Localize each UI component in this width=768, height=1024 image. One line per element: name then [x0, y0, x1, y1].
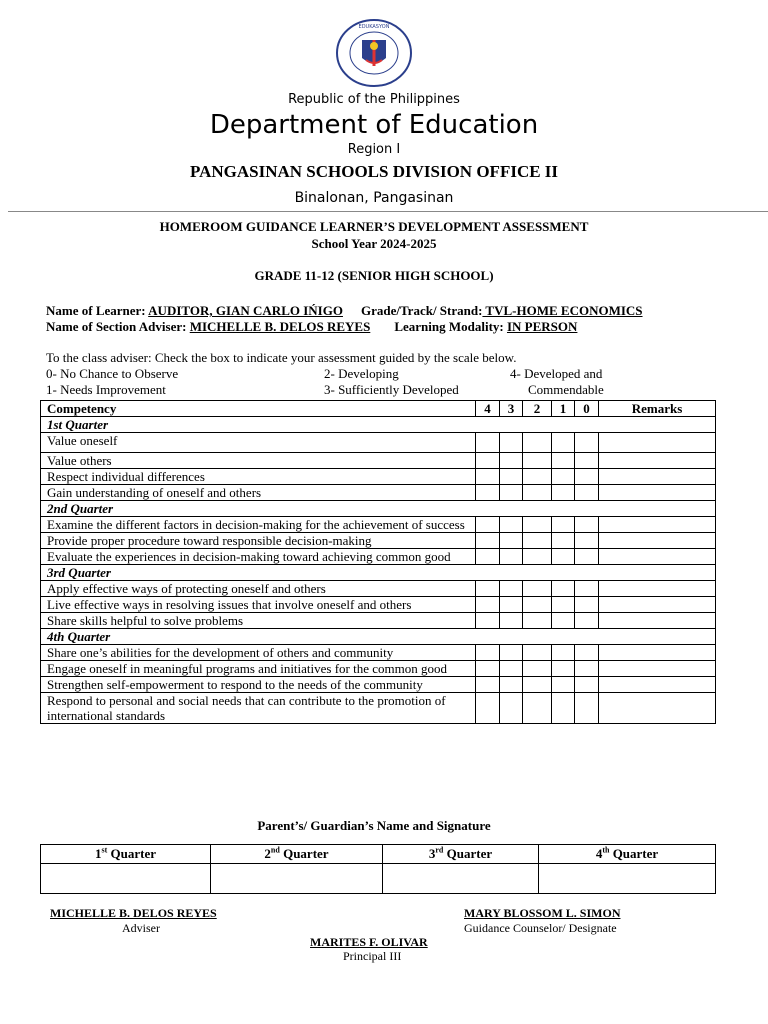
score-4-checkbox[interactable]: [476, 677, 500, 693]
competency-text: Value others: [41, 453, 476, 469]
competency-text: Live effective ways in resolving issues that involve oneself and others: [41, 597, 476, 613]
school-year: School Year 2024-2025: [311, 236, 437, 251]
score-4-checkbox[interactable]: [476, 581, 500, 597]
score-4-header: 4: [476, 401, 500, 417]
quarter-header-row: [41, 845, 716, 864]
score-3-header: 3: [500, 401, 523, 417]
competency-text: Share skills helpful to solve problems: [41, 613, 476, 629]
score-2-checkbox[interactable]: [523, 549, 552, 565]
scale-4-cont: Commendable: [528, 382, 604, 397]
quarter-row: [41, 565, 716, 581]
score-3-checkbox[interactable]: [500, 433, 523, 453]
table-row: [41, 485, 716, 501]
score-2-checkbox[interactable]: [523, 661, 552, 677]
counselor-signatory-role: Guidance Counselor/ Designate: [464, 921, 617, 935]
quarter-3-header: 3rd Quarter: [383, 845, 539, 864]
score-3-checkbox[interactable]: [500, 581, 523, 597]
strand-value: TVL-HOME ECONOMICS: [482, 303, 643, 318]
learner-name-label: Name of Learner:: [46, 303, 149, 318]
competency-text: Respond to personal and social needs that can contribute to the promotion of international standards: [41, 693, 476, 724]
quarter-row: [41, 629, 716, 645]
score-4-checkbox[interactable]: [476, 613, 500, 629]
table-row: [41, 581, 716, 597]
adviser-label: Name of Section Adviser:: [46, 319, 190, 334]
score-2-checkbox[interactable]: [523, 453, 552, 469]
principal-signatory-role: Principal III: [343, 949, 402, 963]
score-4-checkbox[interactable]: [476, 453, 500, 469]
strand-label: Grade/Track/ Strand:: [360, 303, 483, 318]
remarks-header: Remarks: [599, 401, 716, 417]
scale-0: 0- No Chance to Observe: [46, 366, 179, 381]
score-1-checkbox[interactable]: [552, 433, 575, 453]
competency-text: Respect individual differences: [41, 469, 476, 485]
score-4-checkbox[interactable]: [476, 645, 500, 661]
score-2-checkbox[interactable]: [523, 581, 552, 597]
learner-line: [46, 303, 643, 319]
department-name: Department of Education: [209, 110, 539, 140]
score-0-checkbox[interactable]: [575, 485, 599, 501]
score-0-checkbox[interactable]: [575, 597, 599, 613]
quarter-2-signature-cell[interactable]: [211, 864, 383, 894]
score-1-header: 1: [552, 401, 575, 417]
score-3-checkbox[interactable]: [500, 453, 523, 469]
score-1-checkbox[interactable]: [552, 469, 575, 485]
score-2-checkbox[interactable]: [523, 533, 552, 549]
table-row: [41, 677, 716, 693]
division-office: PANGASINAN SCHOOLS DIVISION OFFICE II: [189, 162, 559, 181]
score-2-header: 2: [523, 401, 552, 417]
quarter-1-signature-cell[interactable]: [41, 864, 211, 894]
header-divider: [8, 211, 768, 212]
parent-signature-table: [40, 844, 716, 894]
remarks-cell[interactable]: [599, 581, 716, 597]
score-1-checkbox[interactable]: [552, 597, 575, 613]
remarks-cell[interactable]: [599, 517, 716, 533]
score-2-checkbox[interactable]: [523, 517, 552, 533]
score-2-checkbox[interactable]: [523, 469, 552, 485]
scale-1: 1- Needs Improvement: [46, 382, 166, 397]
modality-value: IN PERSON: [506, 319, 578, 334]
score-3-checkbox[interactable]: [500, 677, 523, 693]
score-0-checkbox[interactable]: [575, 533, 599, 549]
table-row: [41, 433, 716, 453]
scale-2: 2- Developing: [324, 366, 399, 381]
score-4-checkbox[interactable]: [476, 661, 500, 677]
signature-row: [41, 864, 716, 894]
adviser-value: MICHELLE B. DELOS REYES: [189, 319, 371, 334]
score-3-checkbox[interactable]: [500, 645, 523, 661]
score-0-checkbox[interactable]: [575, 581, 599, 597]
table-row: [41, 533, 716, 549]
remarks-cell[interactable]: [599, 485, 716, 501]
competency-text: Strengthen self-empowerment to respond to the needs of the community: [41, 677, 476, 693]
score-0-checkbox[interactable]: [575, 549, 599, 565]
score-2-checkbox[interactable]: [523, 677, 552, 693]
score-3-checkbox[interactable]: [500, 533, 523, 549]
score-1-checkbox[interactable]: [552, 549, 575, 565]
competency-text: Value oneself: [41, 433, 476, 453]
quarter-4-signature-cell[interactable]: [539, 864, 716, 894]
score-4-checkbox[interactable]: [476, 485, 500, 501]
modality-label: Learning Modality:: [394, 319, 507, 334]
score-0-checkbox[interactable]: [575, 517, 599, 533]
table-row: [41, 517, 716, 533]
score-3-checkbox[interactable]: [500, 613, 523, 629]
score-1-checkbox[interactable]: [552, 517, 575, 533]
remarks-cell[interactable]: [599, 469, 716, 485]
score-0-checkbox[interactable]: [575, 613, 599, 629]
table-row: [41, 453, 716, 469]
table-header-row: [41, 401, 716, 417]
score-2-checkbox[interactable]: [523, 597, 552, 613]
table-row: [41, 661, 716, 677]
adviser-signatory-role: Adviser: [122, 921, 160, 935]
table-row: [41, 613, 716, 629]
score-3-checkbox[interactable]: [500, 549, 523, 565]
remarks-cell[interactable]: [599, 677, 716, 693]
quarter-3-label: 3rd Quarter: [41, 565, 716, 581]
remarks-cell[interactable]: [599, 533, 716, 549]
remarks-cell[interactable]: [599, 453, 716, 469]
region-line: Region I: [347, 142, 401, 157]
score-0-header: 0: [575, 401, 599, 417]
score-4-checkbox[interactable]: [476, 693, 500, 724]
form-title: HOMEROOM GUIDANCE LEARNER’S DEVELOPMENT ASSESSMENT: [159, 219, 589, 234]
learner-name-value: AUDITOR, GIAN CARLO IŃIGO: [148, 303, 343, 318]
score-4-checkbox[interactable]: [476, 469, 500, 485]
table-row: [41, 549, 716, 565]
score-3-checkbox[interactable]: [500, 661, 523, 677]
quarter-2-header: 2nd Quarter: [211, 845, 383, 864]
competency-text: Share one’s abilities for the development of others and community: [41, 645, 476, 661]
score-1-checkbox[interactable]: [552, 645, 575, 661]
competency-text: Gain understanding of oneself and others: [41, 485, 476, 501]
remarks-cell[interactable]: [599, 433, 716, 453]
table-row: [41, 693, 716, 724]
score-4-checkbox[interactable]: [476, 597, 500, 613]
town-line: Binalonan, Pangasinan: [294, 190, 454, 206]
remarks-cell[interactable]: [599, 693, 716, 724]
competency-table: [40, 400, 716, 724]
score-2-checkbox[interactable]: [523, 645, 552, 661]
grade-level: GRADE 11-12 (SENIOR HIGH SCHOOL): [254, 268, 494, 283]
score-0-checkbox[interactable]: [575, 469, 599, 485]
quarter-3-signature-cell[interactable]: [383, 864, 539, 894]
score-1-checkbox[interactable]: [552, 533, 575, 549]
score-0-checkbox[interactable]: [575, 453, 599, 469]
quarter-4-header: 4th Quarter: [539, 845, 716, 864]
svg-text:EDUKASYON: EDUKASYON: [358, 24, 390, 30]
score-4-checkbox[interactable]: [476, 549, 500, 565]
principal-signatory-name: MARITES F. OLIVAR: [310, 935, 428, 949]
quarter-1-header: 1st Quarter: [41, 845, 211, 864]
counselor-signatory-name: MARY BLOSSOM L. SIMON: [464, 906, 621, 920]
republic-line: Republic of the Philippines: [288, 92, 460, 107]
quarter-1-label: 1st Quarter: [41, 417, 716, 433]
scale-3: 3- Sufficiently Developed: [324, 382, 459, 397]
score-0-checkbox[interactable]: [575, 661, 599, 677]
instructions: To the class adviser: Check the box to indicate your assessment guided by the scale below.: [46, 350, 517, 365]
remarks-cell[interactable]: [599, 645, 716, 661]
competency-text: Provide proper procedure toward responsible decision-making: [41, 533, 476, 549]
score-1-checkbox[interactable]: [552, 485, 575, 501]
parent-signature-title: Parent’s/ Guardian’s Name and Signature: [257, 818, 491, 833]
quarter-row: [41, 501, 716, 517]
competency-text: Apply effective ways of protecting oneself and others: [41, 581, 476, 597]
quarter-4-label: 4th Quarter: [41, 629, 716, 645]
table-row: [41, 645, 716, 661]
competency-text: Engage oneself in meaningful programs and initiatives for the common good: [41, 661, 476, 677]
score-1-checkbox[interactable]: [552, 453, 575, 469]
score-1-checkbox[interactable]: [552, 613, 575, 629]
adviser-line: [46, 319, 577, 335]
score-3-checkbox[interactable]: [500, 597, 523, 613]
remarks-cell[interactable]: [599, 549, 716, 565]
score-4-checkbox[interactable]: [476, 433, 500, 453]
remarks-cell[interactable]: [599, 661, 716, 677]
score-2-checkbox[interactable]: [523, 613, 552, 629]
score-0-checkbox[interactable]: [575, 693, 599, 724]
score-4-checkbox[interactable]: [476, 533, 500, 549]
competency-header: Competency: [41, 401, 476, 417]
score-2-checkbox[interactable]: [523, 433, 552, 453]
table-row: [41, 469, 716, 485]
score-1-checkbox[interactable]: [552, 581, 575, 597]
quarter-2-label: 2nd Quarter: [41, 501, 716, 517]
competency-text: Examine the different factors in decision-making for the achievement of success: [41, 517, 476, 533]
remarks-cell[interactable]: [599, 613, 716, 629]
score-3-checkbox[interactable]: [500, 485, 523, 501]
competency-text: Evaluate the experiences in decision-making toward achieving common good: [41, 549, 476, 565]
score-3-checkbox[interactable]: [500, 693, 523, 724]
score-1-checkbox[interactable]: [552, 677, 575, 693]
adviser-signatory-name: MICHELLE B. DELOS REYES: [50, 906, 217, 920]
score-2-checkbox[interactable]: [523, 485, 552, 501]
score-1-checkbox[interactable]: [552, 661, 575, 677]
score-0-checkbox[interactable]: [575, 677, 599, 693]
score-4-checkbox[interactable]: [476, 517, 500, 533]
remarks-cell[interactable]: [599, 597, 716, 613]
score-0-checkbox[interactable]: [575, 433, 599, 453]
deped-seal-logo: [335, 18, 413, 88]
score-0-checkbox[interactable]: [575, 645, 599, 661]
score-3-checkbox[interactable]: [500, 517, 523, 533]
score-1-checkbox[interactable]: [552, 693, 575, 724]
scale-4: 4- Developed and: [510, 366, 603, 381]
quarter-row: [41, 417, 716, 433]
table-row: [41, 597, 716, 613]
score-3-checkbox[interactable]: [500, 469, 523, 485]
score-2-checkbox[interactable]: [523, 693, 552, 724]
